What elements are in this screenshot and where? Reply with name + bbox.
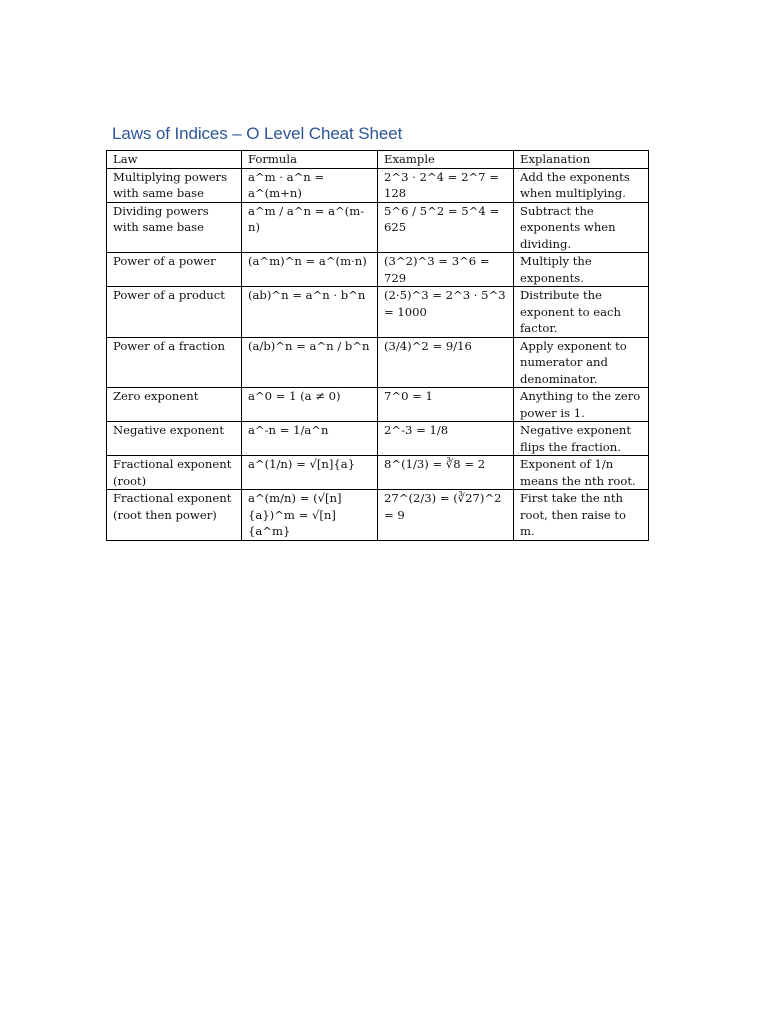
example-cell: 27^(2/3) = (∛27)^2 = 9 <box>378 490 514 541</box>
formula-cell: a^m · a^n = a^(m+n) <box>242 168 378 202</box>
formula-cell: a^0 = 1 (a ≠ 0) <box>242 388 378 422</box>
explanation-cell: Apply exponent to numerator and denominator. <box>514 337 649 388</box>
document-title: Laws of Indices – O Level Cheat Sheet <box>112 124 403 143</box>
table-header-row <box>107 151 649 169</box>
table-row <box>107 388 649 422</box>
explanation-cell: Distribute the exponent to each factor. <box>514 287 649 338</box>
table-row <box>107 253 649 287</box>
example-cell: 5^6 / 5^2 = 5^4 = 625 <box>378 202 514 253</box>
law-cell: Zero exponent <box>107 388 242 422</box>
law-cell: Power of a fraction <box>107 337 242 388</box>
example-cell: 8^(1/3) = ∛8 = 2 <box>378 456 514 490</box>
formula-cell: (ab)^n = a^n · b^n <box>242 287 378 338</box>
explanation-cell: Multiply the exponents. <box>514 253 649 287</box>
law-cell: Power of a product <box>107 287 242 338</box>
formula-cell: a^(1/n) = √[n]{a} <box>242 456 378 490</box>
example-cell: (3^2)^3 = 3^6 = 729 <box>378 253 514 287</box>
law-cell: Negative exponent <box>107 422 242 456</box>
explanation-cell: Subtract the exponents when dividing. <box>514 202 649 253</box>
explanation-cell: First take the nth root, then raise to m. <box>514 490 649 541</box>
example-cell: 2^3 · 2^4 = 2^7 = 128 <box>378 168 514 202</box>
column-header-law: Law <box>107 151 242 169</box>
table-row <box>107 490 649 541</box>
example-cell: 2^-3 = 1/8 <box>378 422 514 456</box>
table-row <box>107 287 649 338</box>
example-cell: 7^0 = 1 <box>378 388 514 422</box>
table-row <box>107 422 649 456</box>
explanation-cell: Anything to the zero power is 1. <box>514 388 649 422</box>
table-row <box>107 168 649 202</box>
formula-cell: a^(m/n) = (√[n]{a})^m = √[n]{a^m} <box>242 490 378 541</box>
explanation-cell: Negative exponent flips the fraction. <box>514 422 649 456</box>
law-cell: Dividing powers with same base <box>107 202 242 253</box>
column-header-example: Example <box>378 151 514 169</box>
law-cell: Fractional exponent (root then power) <box>107 490 242 541</box>
formula-cell: a^m / a^n = a^(m-n) <box>242 202 378 253</box>
formula-cell: (a/b)^n = a^n / b^n <box>242 337 378 388</box>
example-cell: (3/4)^2 = 9/16 <box>378 337 514 388</box>
law-cell: Multiplying powers with same base <box>107 168 242 202</box>
law-cell: Power of a power <box>107 253 242 287</box>
table-row <box>107 202 649 253</box>
explanation-cell: Add the exponents when multiplying. <box>514 168 649 202</box>
explanation-cell: Exponent of 1/n means the nth root. <box>514 456 649 490</box>
laws-of-indices-table <box>106 150 649 541</box>
column-header-formula: Formula <box>242 151 378 169</box>
column-header-explanation: Explanation <box>514 151 649 169</box>
example-cell: (2·5)^3 = 2^3 · 5^3 = 1000 <box>378 287 514 338</box>
law-cell: Fractional exponent (root) <box>107 456 242 490</box>
formula-cell: a^-n = 1/a^n <box>242 422 378 456</box>
table-row <box>107 337 649 388</box>
formula-cell: (a^m)^n = a^(m·n) <box>242 253 378 287</box>
table-row <box>107 456 649 490</box>
